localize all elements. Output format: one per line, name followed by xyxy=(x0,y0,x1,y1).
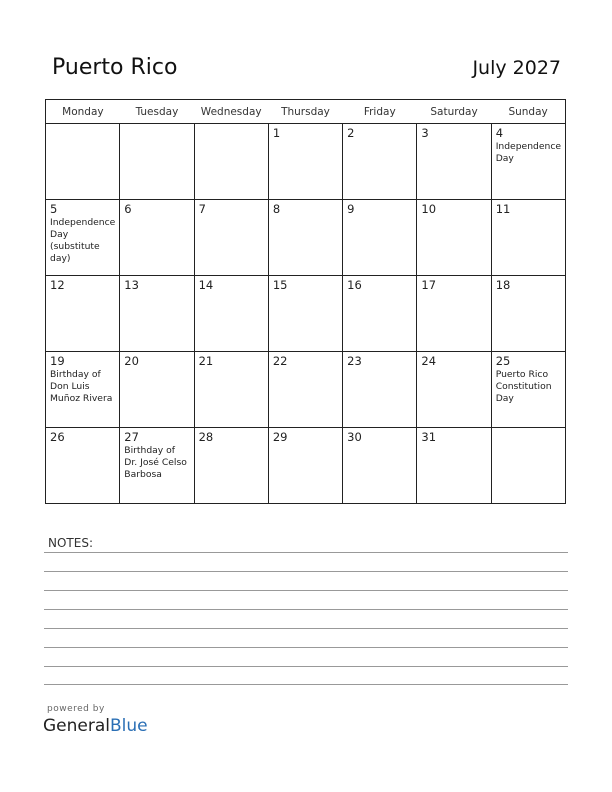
calendar-title: Puerto Rico xyxy=(52,55,178,80)
day-number: 15 xyxy=(272,278,288,292)
day-cell xyxy=(46,352,120,428)
holiday-label: Birthday of Don Luis Muñoz Rivera xyxy=(50,369,113,404)
day-cell xyxy=(491,124,565,200)
day-number: 11 xyxy=(495,202,511,216)
day-number: 10 xyxy=(421,202,437,216)
notes-label: NOTES: xyxy=(48,536,93,550)
day-number: 19 xyxy=(50,354,65,368)
day-number: 4 xyxy=(495,126,504,140)
holiday-label: Independence Day xyxy=(495,141,562,164)
day-number: 30 xyxy=(347,430,362,444)
day-cell xyxy=(343,124,417,200)
powered-by-text: powered by xyxy=(47,704,105,714)
day-number: 28 xyxy=(198,430,214,444)
day-number: 12 xyxy=(50,278,65,292)
day-number: 23 xyxy=(347,354,362,368)
day-cell xyxy=(491,352,565,428)
day-cell xyxy=(343,352,417,428)
note-line xyxy=(44,571,568,572)
day-cell xyxy=(46,200,120,276)
day-cell xyxy=(268,352,342,428)
day-cell xyxy=(417,352,491,428)
day-cell xyxy=(491,200,565,276)
weekday-friday: Friday xyxy=(343,100,417,124)
day-number: 14 xyxy=(198,278,214,292)
day-number: 26 xyxy=(50,430,65,444)
day-cell xyxy=(343,200,417,276)
day-cell xyxy=(417,428,491,504)
holiday-label: Birthday of Dr. José Celso Barbosa xyxy=(124,445,187,480)
weekday-tuesday: Tuesday xyxy=(120,100,194,124)
note-line xyxy=(44,609,568,610)
weekday-thursday: Thursday xyxy=(268,100,342,124)
weekday-header-row xyxy=(46,100,566,124)
day-cell xyxy=(491,428,565,504)
day-cell xyxy=(120,428,194,504)
day-number: 3 xyxy=(421,126,429,140)
day-cell xyxy=(343,276,417,352)
weekday-sunday: Sunday xyxy=(491,100,565,124)
day-cell xyxy=(194,200,268,276)
day-cell xyxy=(120,200,194,276)
day-cell xyxy=(268,124,342,200)
note-line xyxy=(44,666,568,667)
day-cell xyxy=(46,124,120,200)
day-cell xyxy=(491,276,565,352)
day-cell xyxy=(46,428,120,504)
day-number: 17 xyxy=(421,278,437,292)
day-cell xyxy=(46,276,120,352)
day-number: 21 xyxy=(198,354,214,368)
week-row xyxy=(46,428,566,504)
day-number: 20 xyxy=(124,354,139,368)
day-cell xyxy=(417,200,491,276)
week-row xyxy=(46,200,566,276)
weekday-wednesday: Wednesday xyxy=(194,100,268,124)
note-line xyxy=(44,628,568,629)
day-number: 9 xyxy=(347,202,355,216)
day-cell xyxy=(120,276,194,352)
note-line xyxy=(44,590,568,591)
calendar-month: July 2027 xyxy=(472,57,561,79)
day-number: 27 xyxy=(124,430,139,444)
day-number: 6 xyxy=(124,202,132,216)
day-number: 25 xyxy=(495,354,511,368)
day-cell xyxy=(268,200,342,276)
day-cell xyxy=(417,276,491,352)
day-number: 16 xyxy=(347,278,362,292)
day-number: 13 xyxy=(124,278,139,292)
day-number: 24 xyxy=(421,354,437,368)
week-row xyxy=(46,276,566,352)
day-number: 7 xyxy=(198,202,206,216)
brand-blue: Blue xyxy=(110,716,148,736)
week-row xyxy=(46,124,566,200)
day-cell xyxy=(268,428,342,504)
note-line xyxy=(44,647,568,648)
note-line xyxy=(44,684,568,685)
holiday-label: Puerto Rico Constitution Day xyxy=(495,369,552,404)
day-cell xyxy=(194,428,268,504)
day-number: 5 xyxy=(50,202,58,216)
day-cell xyxy=(194,276,268,352)
day-cell xyxy=(268,276,342,352)
note-line xyxy=(44,552,568,553)
day-number: 22 xyxy=(272,354,288,368)
day-number: 31 xyxy=(421,430,437,444)
day-number: 1 xyxy=(272,126,281,140)
day-number: 2 xyxy=(347,126,355,140)
day-cell xyxy=(120,352,194,428)
weekday-monday: Monday xyxy=(46,100,120,124)
calendar-grid xyxy=(45,99,566,504)
day-cell xyxy=(194,124,268,200)
day-cell xyxy=(194,352,268,428)
holiday-label: Independence Day (substitute day) xyxy=(50,217,116,264)
weekday-saturday: Saturday xyxy=(417,100,491,124)
day-cell xyxy=(343,428,417,504)
brand-general: General xyxy=(43,716,110,736)
day-cell xyxy=(417,124,491,200)
day-number: 8 xyxy=(272,202,281,216)
generalblue-logo[interactable] xyxy=(43,716,148,736)
week-row xyxy=(46,352,566,428)
day-number: 29 xyxy=(272,430,288,444)
day-cell xyxy=(120,124,194,200)
day-number: 18 xyxy=(495,278,511,292)
